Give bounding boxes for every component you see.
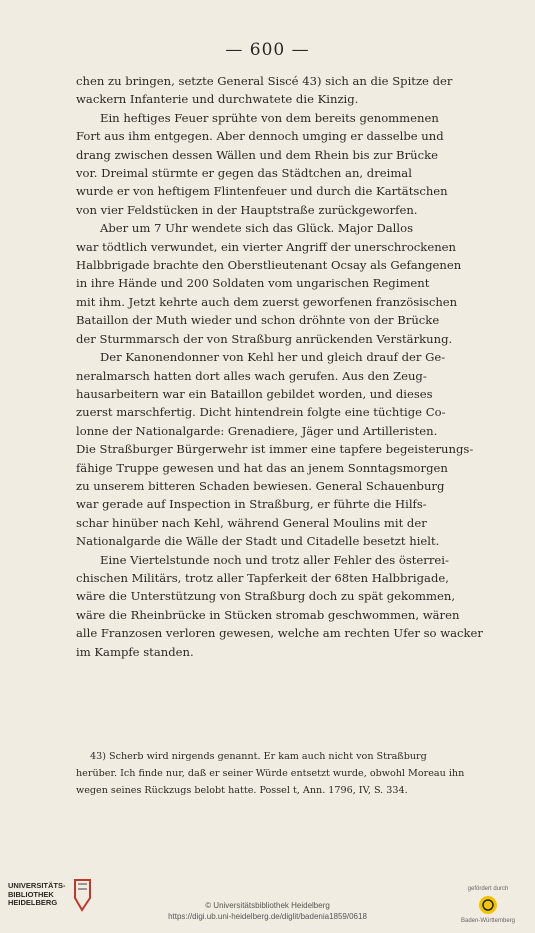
text-line: fähige Truppe gewesen und hat das an jenem Sonntagsmorgen <box>76 460 448 475</box>
footnote-line: wegen seines Rückzugs belobt hatte. Possel t, Ann. 1796, IV, S. 334. <box>76 785 408 796</box>
text-line: Fort aus ihm entgegen. Aber dennoch umging er dasselbe und <box>76 129 444 144</box>
funder-badge <box>453 886 523 924</box>
source-url-link[interactable]: https://digi.ub.uni-heidelberg.de/diglit/badenia1859/0618 <box>168 912 367 921</box>
text-line: Halbbrigade brachte den Oberstlieutenant Ocsay als Gefangenen <box>76 258 462 273</box>
text-line: der Sturmmarsch der von Straßburg anrückenden Verstärkung. <box>76 331 453 346</box>
library-name-line: BIBLIOTHEK <box>8 889 54 899</box>
copyright-text: © Universitätsbibliothek Heidelberg <box>205 901 330 910</box>
paragraph <box>76 109 514 219</box>
footnote-line: herüber. Ich finde nur, daß er seiner Würde entsetzt wurde, obwohl Moreau ihn <box>76 768 465 779</box>
paragraph <box>76 219 514 348</box>
text-line: hausarbeitern war ein Bataillon gebildet worden, und dieses <box>76 386 433 401</box>
text-line: drang zwischen dessen Wällen und dem Rhein bis zur Brücke <box>76 147 438 162</box>
text-line: chischen Militärs, trotz aller Tapferkeit der 68ten Halbbrigade, <box>76 570 449 585</box>
text-line: Aber um 7 Uhr wendete sich das Glück. Major Dallos <box>100 221 414 236</box>
text-line: Ein heftiges Feuer sprühte von dem bereits genommenen <box>100 110 439 125</box>
text-line: wäre die Rheinbrücke in Stücken stromab geschwommen, wären <box>76 607 460 622</box>
text-line: war tödtlich verwundet, ein vierter Angriff der unerschrockenen <box>76 239 456 254</box>
text-line: alle Franzosen verloren gewesen, welche am rechten Ufer so wacker <box>76 626 483 641</box>
text-line: zuerst marschfertig. Dicht hintendrein folgte eine tüchtige Co- <box>76 405 446 420</box>
body-text <box>76 72 514 661</box>
library-name-line: HEIDELBERG <box>8 898 58 908</box>
footnote-line: 43) Scherb wird nirgends genannt. Er kam auch nicht von Straßburg <box>90 751 427 762</box>
paragraph <box>76 348 514 550</box>
text-line: chen zu bringen, setzte General Siscé 43) sich an die Spitze der <box>76 74 453 88</box>
text-line: lonne der Nationalgarde: Grenadiere, Jäger und Artilleristen. <box>76 423 438 438</box>
text-line: wackern Infanterie und durchwatete die Kinzig. <box>76 92 359 107</box>
text-line: Eine Viertelstunde noch und trotz aller Fehler des österrei- <box>100 552 449 567</box>
paragraph <box>76 551 514 661</box>
text-line: von vier Feldstücken in der Hauptstraße zurückgeworfen. <box>76 202 418 217</box>
footnote <box>76 748 514 799</box>
text-line: zu unserem bitteren Schaden bewiesen. General Schauenburg <box>76 478 445 493</box>
text-line: Nationalgarde die Wälle der Stadt und Citadelle besetzt hielt. <box>76 534 440 549</box>
text-line: wurde er von heftigem Flintenfeuer und durch die Kartätschen <box>76 184 448 199</box>
library-name-line: UNIVERSITÄTS- <box>8 881 66 891</box>
text-line: im Kampfe standen. <box>76 644 194 659</box>
page-number: — 600 — <box>225 40 310 60</box>
text-line: war gerade auf Inspection in Straßburg, er führte die Hilfs- <box>76 497 427 512</box>
text-line: vor. Dreimal stürmte er gegen das Städtchen an, dreimal <box>76 166 412 181</box>
funded-by-label: gefördert durch <box>467 886 509 892</box>
text-line: Bataillon der Muth wieder und schon dröhnte von der Brücke <box>76 313 440 328</box>
text-line: mit ihm. Jetzt kehrte auch dem zuerst geworfenen französischen <box>76 294 458 309</box>
text-line: schar hinüber nach Kehl, während General Moulins mit der <box>76 515 427 530</box>
text-line: wäre die Unterstützung von Straßburg doch zu spät gekommen, <box>76 589 456 604</box>
paragraph <box>76 72 514 109</box>
text-line: Der Kanonendonner von Kehl her und gleich drauf der Ge- <box>100 350 446 365</box>
text-line: Die Straßburger Bürgerwehr ist immer eine tapfere begeisterungs- <box>76 442 474 457</box>
baden-wuerttemberg-emblem-icon <box>477 894 499 916</box>
text-line: in ihre Hände und 200 Soldaten vom ungarischen Regiment <box>76 276 430 291</box>
funder-name: Baden-Württemberg <box>460 918 516 924</box>
text-line: neralmarsch hatten dort alles wach gerufen. Aus den Zeug- <box>76 368 427 383</box>
